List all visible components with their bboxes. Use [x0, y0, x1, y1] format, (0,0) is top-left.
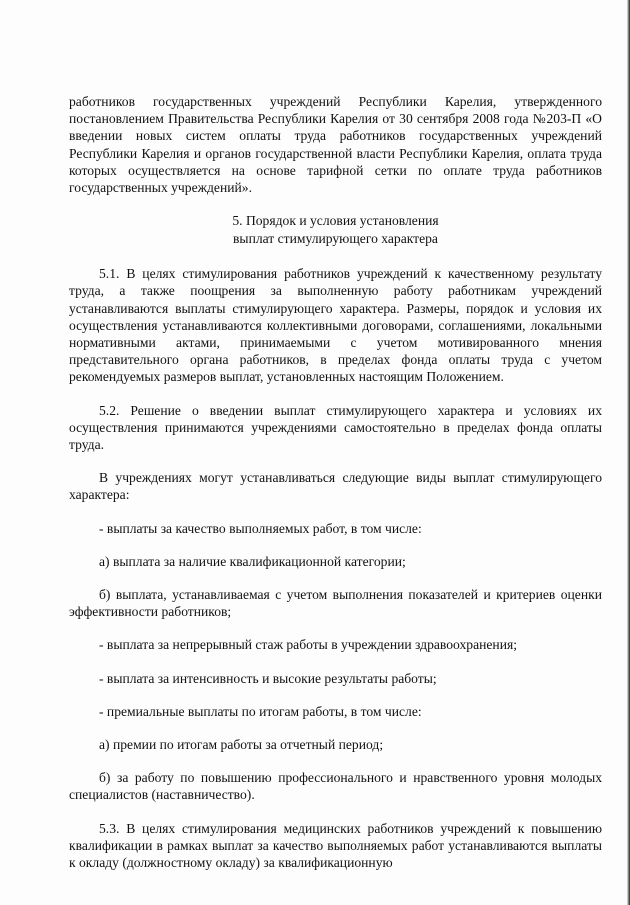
list-item: б) за работу по повышению профессионального и нравственного уровня молодых специалистов (наставничество).: [69, 770, 602, 803]
intro-paragraph: работников государственных учреждений Республики Карелия, утвержденного постановлением Правительства Республики Карелия от 30 сентября 2008 года №203-П «О введении новых систем оплаты труда работников государственных учреждений Республики Карелия и органов государственной власти Республики Карелия, оплата труда которых осуществляется на основе тарифной сетки по оплате труда работников государственных учреждений».: [69, 94, 602, 196]
paragraph-5-2: 5.2. Решение о введении выплат стимулирующего характера и условиях их осуществления принимаются учреждениями самостоятельно в пределах фонда оплаты труда.: [69, 402, 602, 453]
section-heading-line-1: 5. Порядок и условия установления: [232, 213, 439, 229]
list-item: - выплата за непрерывный стаж работы в учреждении здравоохранения;: [99, 637, 518, 653]
paragraph-5-1: 5.1. В целях стимулирования работников учреждений к качественному результату труда, а также поощрения за выполненную работу работникам учреждений устанавливаются выплаты стимулирующего характера. Размеры, порядок и условия их осуществления устанавливаются коллективными договорами, соглашениями, локальными нормативными актами, принимаемыми с учетом мотивированного мнения представительного органа работников, в пределах фонда оплаты труда с учетом рекомендуемых размеров выплат, установленных настоящим Положением.: [69, 266, 602, 385]
paragraph-types-intro: В учреждениях могут устанавливаться следующие виды выплат стимулирующего характера:: [69, 470, 602, 503]
list-item: а) выплата за наличие квалификационной категории;: [99, 553, 406, 569]
list-item: - премиальные выплаты по итогам работы, в том числе:: [99, 703, 422, 719]
list-item: а) премии по итогам работы за отчетный период;: [99, 737, 384, 753]
list-item: б) выплата, устанавливаемая с учетом выполнения показателей и критериев оценки эффективности работников;: [69, 587, 602, 620]
paragraph-5-3: 5.3. В целях стимулирования медицинских работников учреждений к повышению квалификации в рамках выплат за качество выполняемых работ устанавливаются выплаты к окладу (должностному окладу) за квалификационную: [69, 820, 602, 871]
document-body: [69, 93, 602, 871]
list-item: - выплата за интенсивность и высокие результаты работы;: [99, 670, 437, 686]
section-heading-line-2: выплат стимулирующего характера: [233, 230, 438, 246]
list-item: - выплаты за качество выполняемых работ, в том числе:: [99, 520, 422, 536]
section-heading: [69, 212, 602, 247]
